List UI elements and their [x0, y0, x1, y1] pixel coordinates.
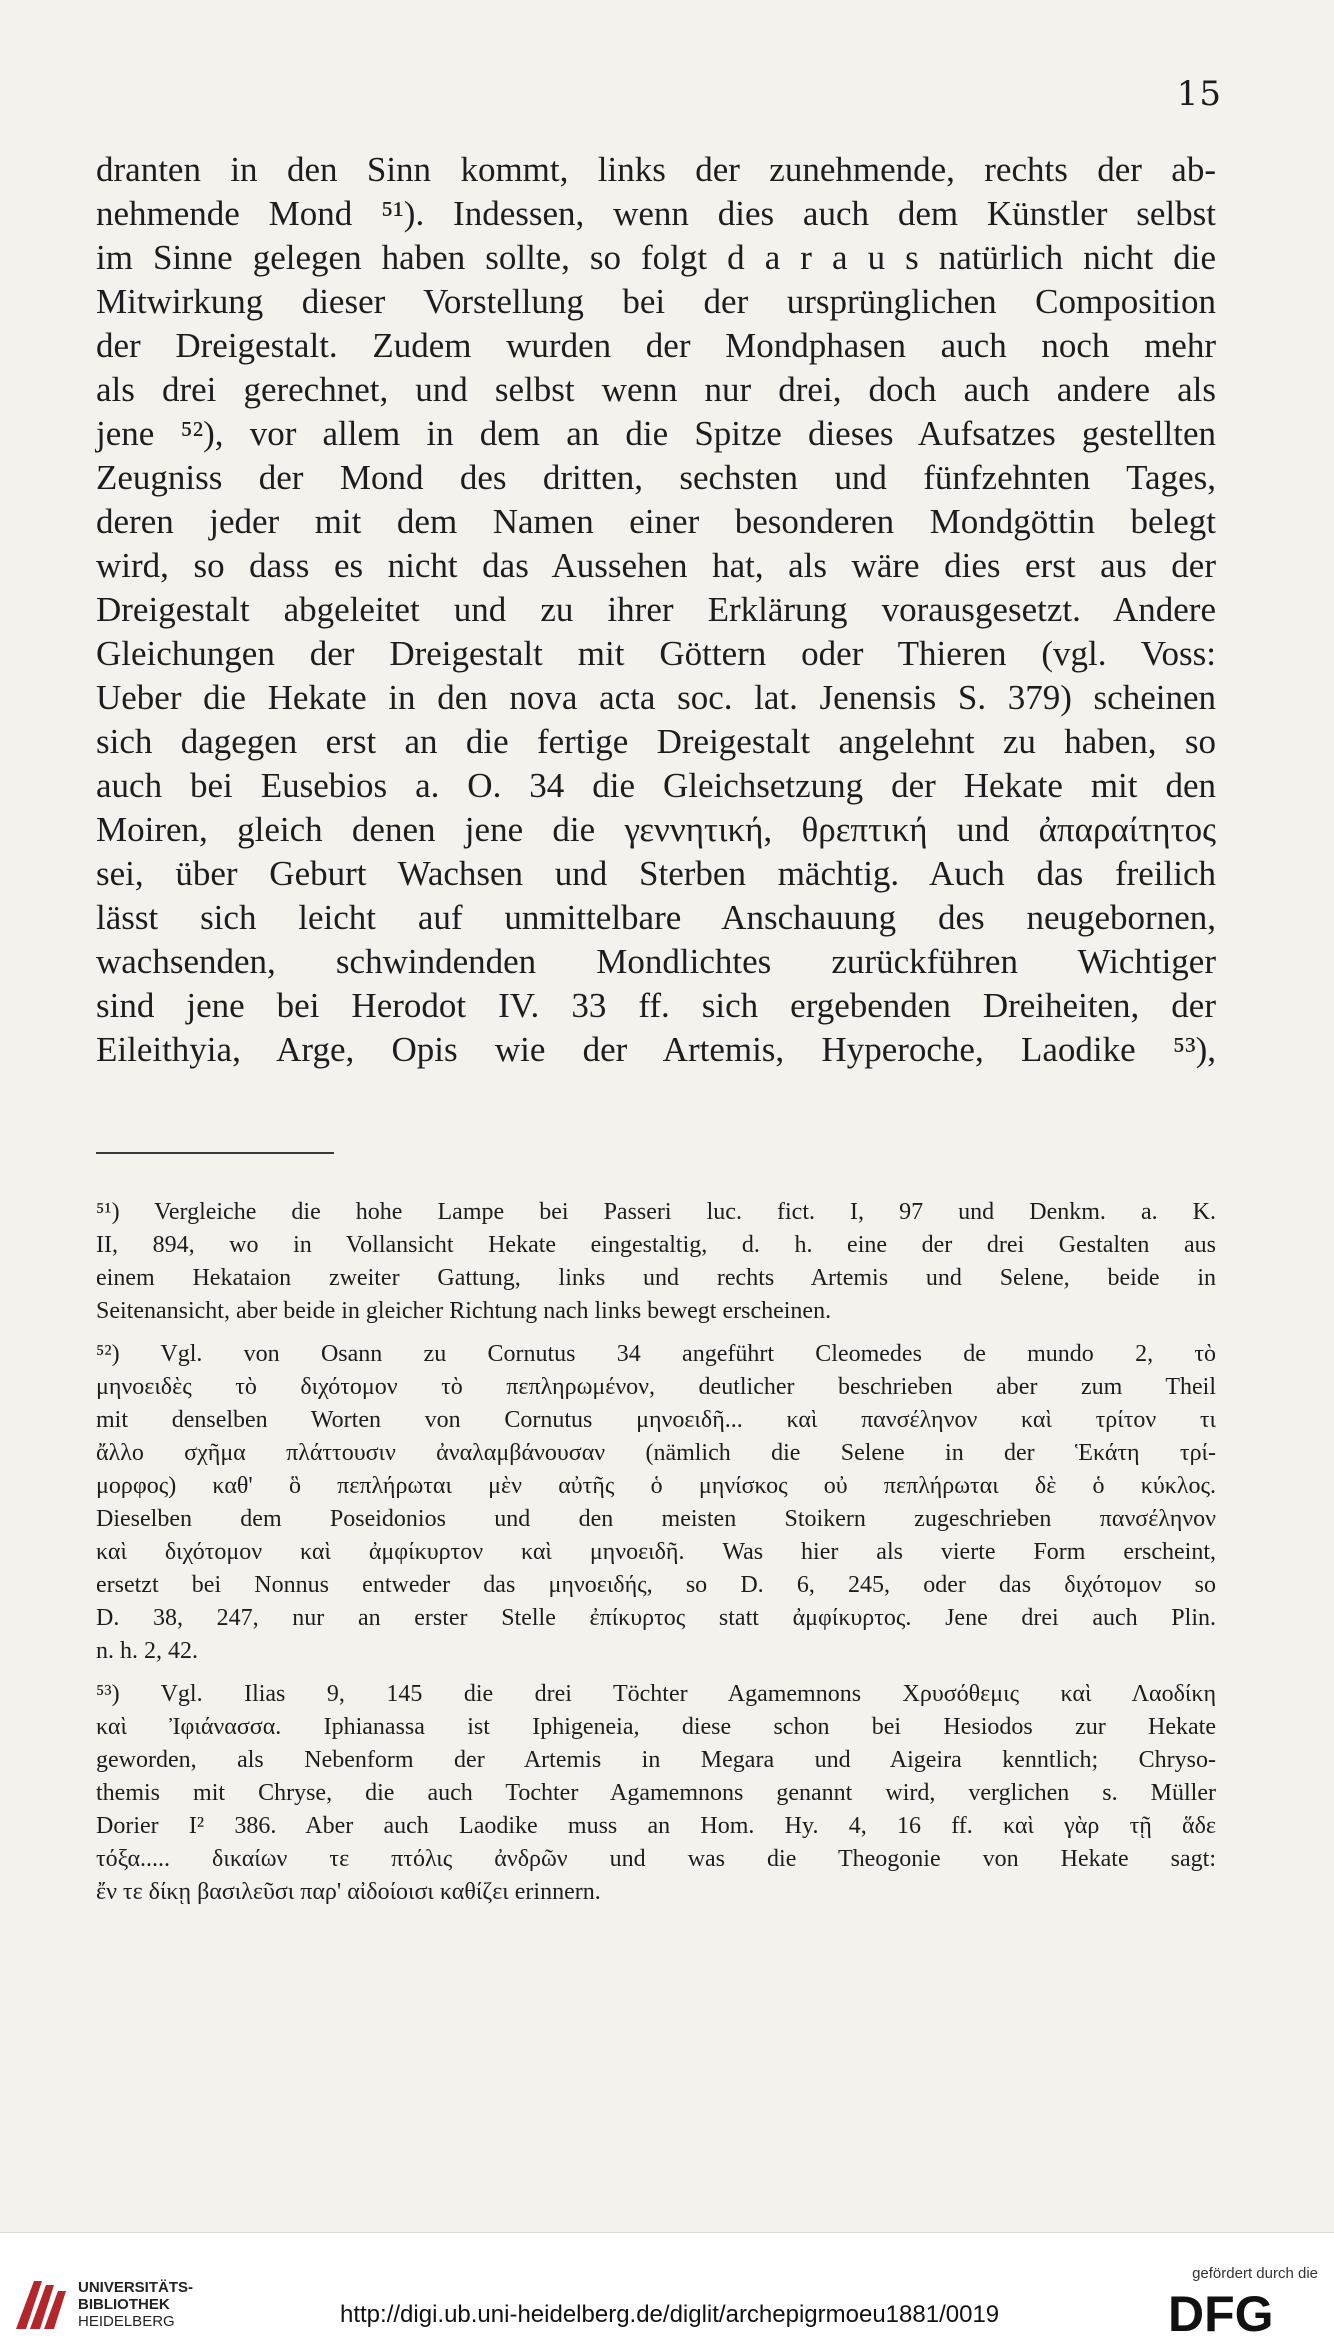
footnote-line: ⁵¹) Vergleiche die hohe Lampe bei Passeri luc. fict. I, 97 und Denkm. a. K. — [96, 1199, 1216, 1225]
dfg-logo-text: DFG — [1168, 2287, 1274, 2335]
footnote-line: μορφος) καθ' ὃ πεπλήρωται μὲν αὐτῆς ὁ μηνίσκος οὐ πεπλήρωται δὲ ὁ κύκλος. — [96, 1473, 1216, 1499]
text-line: jene ⁵²), vor allem in dem an die Spitze dieses Aufsatzes gestellten — [96, 414, 1216, 453]
main-text — [96, 148, 1216, 1072]
footnote-line: mit denselben Worten von Cornutus μηνοειδῆ... καὶ πανσέληνον καὶ τρίτον τι — [96, 1407, 1216, 1433]
text-line: Gleichungen der Dreigestalt mit Göttern oder Thieren (vgl. Voss: — [96, 634, 1216, 673]
footnote-line: geworden, als Nebenform der Artemis in Megara und Aigeira kenntlich; Chryso- — [96, 1747, 1216, 1773]
footnote-line: ἄλλο σχῆμα πλάττουσιν ἀναλαμβάνουσαν (nämlich die Selene in der Ἑκάτη τρί- — [96, 1440, 1216, 1466]
text-line: Dreigestalt abgeleitet und zu ihrer Erklärung vorausgesetzt. Andere — [96, 590, 1216, 629]
footnote-line: themis mit Chryse, die auch Tochter Agamemnons genannt wird, verglichen s. Müller — [96, 1780, 1216, 1806]
footer-bar — [0, 2232, 1334, 2340]
university-name-line: HEIDELBERG — [78, 2313, 175, 2330]
text-line: als drei gerechnet, und selbst wenn nur drei, doch auch andere als — [96, 370, 1216, 409]
footnote-separator — [96, 1152, 334, 1154]
footnote-line: D. 38, 247, nur an erster Stelle ἐπίκυρτος statt ἀμφίκυρτος. Jene drei auch Plin. — [96, 1605, 1216, 1631]
text-line: Mitwirkung dieser Vorstellung bei der ursprünglichen Composition — [96, 282, 1216, 321]
footnote-53 — [96, 1678, 1216, 1909]
footnote-line: τόξα..... δικαίων τε πτόλις ἀνδρῶν und was die Theogonie von Hekate sagt: — [96, 1846, 1216, 1872]
text-line: lässt sich leicht auf unmittelbare Anschauung des neugebornen, — [96, 898, 1216, 937]
permalink-url[interactable]: http://digi.ub.uni-heidelberg.de/diglit/archepigrmoeu1881/0019 — [340, 2301, 1000, 2328]
university-logo-icon — [12, 2275, 70, 2333]
footnote-line: καὶ διχότομον καὶ ἀμφίκυρτον καὶ μηνοειδῆ. Was hier als vierte Form erscheint, — [96, 1539, 1216, 1565]
text-line: wachsenden, schwindenden Mondlichtes zurückführen Wichtiger — [96, 942, 1216, 981]
footnote-52 — [96, 1338, 1216, 1668]
text-line: nehmende Mond ⁵¹). Indessen, wenn dies auch dem Künstler selbst — [96, 194, 1216, 233]
footnote-line: ersetzt bei Nonnus entweder das μηνοειδής, so D. 6, 245, oder das διχότομον so — [96, 1572, 1216, 1598]
text-line: sich dagegen erst an die fertige Dreigestalt angelehnt zu haben, so — [96, 722, 1216, 761]
footnote-line: καὶ Ἰφιάνασσα. Iphianassa ist Iphigeneia, diese schon bei Hesiodos zur Hekate — [96, 1714, 1216, 1740]
text-line: wird, so dass es nicht das Aussehen hat, als wäre dies erst aus der — [96, 546, 1216, 585]
university-name-line: BIBLIOTHEK — [78, 2296, 170, 2313]
text-line: Moiren, gleich denen jene die γεννητική, θρεπτική und ἀπαραίτητος — [96, 810, 1216, 849]
text-line: Eileithyia, Arge, Opis wie der Artemis, Hyperoche, Laodike ⁵³), — [96, 1030, 1216, 1069]
footnote-line: ⁵²) Vgl. von Osann zu Cornutus 34 angeführt Cleomedes de mundo 2, τὸ — [96, 1341, 1216, 1367]
dfg-logo-icon — [1166, 2287, 1318, 2335]
footnote-line: einem Hekataion zweiter Gattung, links und rechts Artemis und Selene, beide in — [96, 1265, 1216, 1291]
text-line: dranten in den Sinn kommt, links der zunehmende, rechts der ab- — [96, 150, 1216, 189]
footnotes — [96, 1196, 1216, 1919]
funding-label: gefördert durch die — [1192, 2265, 1318, 2282]
university-name-line: UNIVERSITÄTS- — [78, 2279, 194, 2296]
university-name — [78, 2279, 193, 2330]
text-line: der Dreigestalt. Zudem wurden der Mondphasen auch noch mehr — [96, 326, 1216, 365]
footnote-line: Dieselben dem Poseidonios und den meisten Stoikern zugeschrieben πανσέληνον — [96, 1506, 1216, 1532]
footnote-line: μηνοειδὲς τὸ διχότομον τὸ πεπληρωμένον, deutlicher beschrieben aber zum Theil — [96, 1374, 1216, 1400]
footnote-line: II, 894, wo in Vollansicht Hekate eingestaltig, d. h. eine der drei Gestalten aus — [96, 1232, 1216, 1258]
footnote-line: n. h. 2, 42. — [96, 1638, 198, 1664]
page-number: 15 — [1176, 74, 1222, 114]
footnote-51 — [96, 1196, 1216, 1328]
footnote-line: ⁵³) Vgl. Ilias 9, 145 die drei Töchter Agamemnons Χρυσόθεμις καὶ Λαοδίκη — [96, 1681, 1216, 1707]
text-line: im Sinne gelegen haben sollte, so folgt d a r a u s natürlich nicht die — [96, 238, 1216, 277]
text-line: sind jene bei Herodot IV. 33 ff. sich ergebenden Dreiheiten, der — [96, 986, 1216, 1025]
text-line: deren jeder mit dem Namen einer besonderen Mondgöttin belegt — [96, 502, 1216, 541]
text-line: Zeugniss der Mond des dritten, sechsten und fünfzehnten Tages, — [96, 458, 1216, 497]
footnote-line: Dorier I² 386. Aber auch Laodike muss an Hom. Hy. 4, 16 ff. καὶ γὰρ τῇ ἅδε — [96, 1813, 1216, 1839]
footnote-line: ἔν τε δίκῃ βασιλεῦσι παρ' αἰδοίοισι καθίζει erinnern. — [96, 1879, 601, 1905]
text-line: sei, über Geburt Wachsen und Sterben mächtig. Auch das freilich — [96, 854, 1216, 893]
footnote-line: Seitenansicht, aber beide in gleicher Richtung nach links bewegt erscheinen. — [96, 1298, 832, 1324]
text-line: Ueber die Hekate in den nova acta soc. lat. Jenensis S. 379) scheinen — [96, 678, 1216, 717]
text-line: auch bei Eusebios a. O. 34 die Gleichsetzung der Hekate mit den — [96, 766, 1216, 805]
